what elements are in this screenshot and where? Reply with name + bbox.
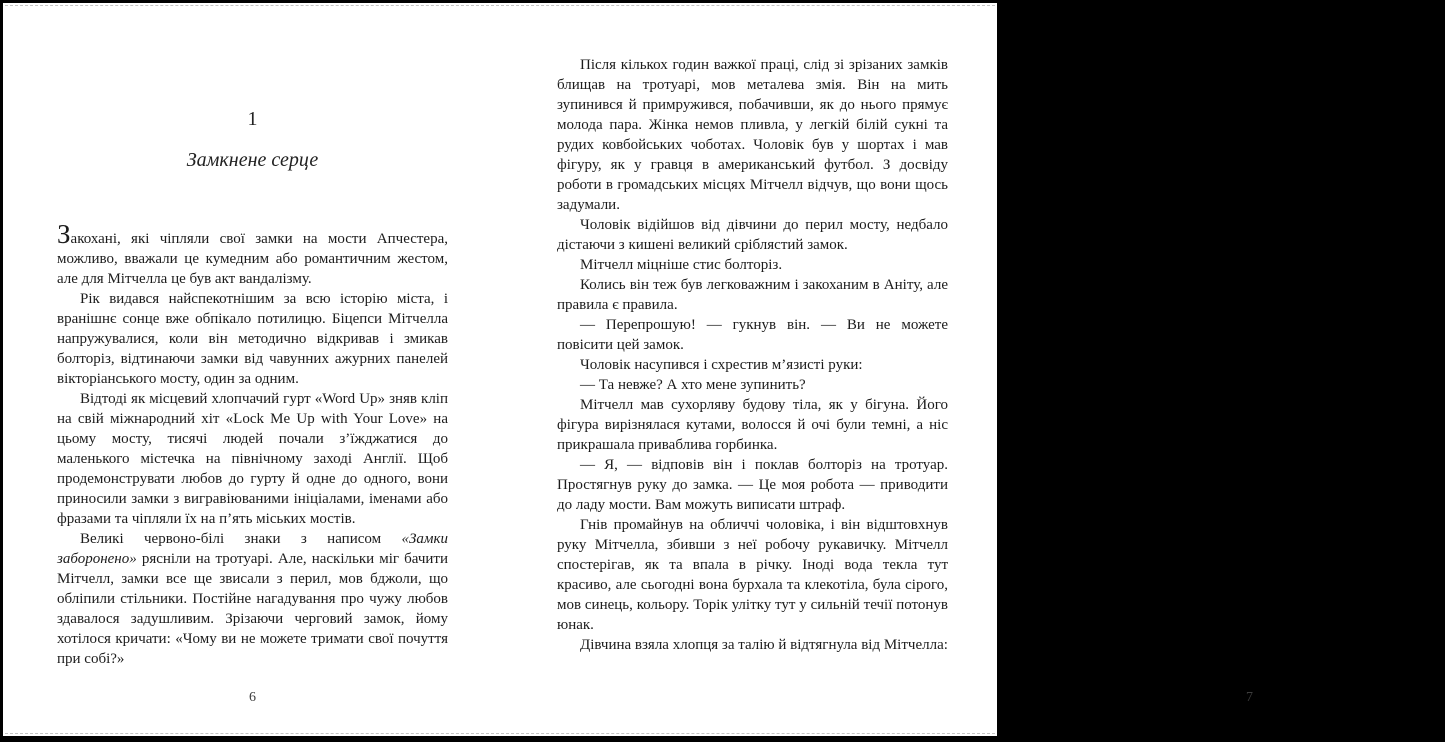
left-page-text-block — [57, 219, 448, 669]
paragraph-signs-italic: «Замки заборонено» — [57, 531, 448, 567]
right-page-text-block — [557, 55, 948, 655]
paragraph: Після кількох годин важкої праці, слід зі зрізаних замків блищав на тротуарі, мов металева змія. Він на мить зупинився й примружився, побачивши, як до нього прямує молода пара. Жінка немов пливла, у легкій білій сукні та рудих ковбойських чоботах. Чоловік був у шортах і мав фігуру, як у гравця в американський футбол. З досвіду роботи в громадських місцях Мітчелл відчув, що вони щось задумали. — [557, 57, 948, 213]
paragraph-dialogue: — Перепрошую! — гукнув він. — Ви не можете повісити цей замок. — [557, 317, 948, 353]
paragraph-opening: Закохані, які чіпляли свої замки на мости Апчестера, можливо, вважали це кумедним або романтичним жестом, але для Мітчелла це був акт вандалізму. — [57, 219, 448, 287]
paragraph: Мітчелл мав сухорляву будову тіла, як у бігуна. Його фігура вирізнялася кутами, волосся й очі були темні, а ніс прикрашала приваблива горбинка. — [557, 397, 948, 453]
paragraph-dialogue: — Та невже? А хто мене зупинить? — [580, 377, 806, 393]
paragraph-signs-before: Великі червоно-білі знаки з написом — [80, 531, 402, 547]
paragraph: Колись він теж був легковажним і закоханим в Аніту, але правила є правила. — [557, 277, 948, 313]
paragraph: Дівчина взяла хлопця за талію й відтягнула від Мітчелла: — [580, 637, 948, 653]
chapter-number: 1 — [247, 108, 258, 130]
paragraph: Рік видався найспекотнішим за всю історію міста, і вранішнє сонце вже обпікало потилицю. Біцепси Мітчелла напружувалися, коли він методично відкривав і змикав болторіз, відтинаючи замки від чавунних ажурних панелей вікторіанського мосту, один за одним. — [57, 291, 448, 387]
page-right — [500, 3, 1253, 736]
paragraph: Мітчелл міцніше стис болторіз. — [580, 257, 783, 273]
paragraph-dialogue: — Я, — відповів він і поклав болторіз на тротуар. Простягнув руку до замка. — Це моя робота — приводити до ладу мости. Вам можуть виписати штраф. — [557, 457, 948, 513]
page-number-right: 7 — [1246, 690, 1253, 705]
paragraph-signs-after: рясніли на тротуарі. Але, наскільки міг бачити Мітчелл, замки все ще звисали з перил, мов бджоли, що обліпили стільники. Постійне нагадування про чужу любов здавалося задушливим. Зрізаючи черговий замок, йому хотілося кричати: «Чому ви не можете тримати свої почуття при собі?» — [57, 551, 448, 667]
paragraph: Чоловік відійшов від дівчини до перил мосту, недбало дістаючи з кишені великий сріблястий замок. — [557, 217, 948, 253]
paragraph: Чоловік насупився і схрестив м’язисті руки: — [580, 357, 863, 373]
paragraph: Гнів промайнув на обличчі чоловіка, і він відштовхнув руку Мітчелла, збивши з неї робочу рукавичку. Мітчелл спостерігав, як та впала в річку. Іноді вода текла тут красиво, але сьогодні вона бурхала та клекотіла, була сірого, мов синець, кольору. Торік улітку тут у сильній течії потонув юнак. — [557, 517, 948, 633]
chapter-title: Замкнене серце — [186, 149, 319, 171]
page-left — [3, 3, 500, 736]
paragraph-signs — [57, 529, 448, 669]
page-number-left: 6 — [249, 690, 256, 705]
paragraph: Відтоді як місцевий хлопчачий гурт «Word Up» зняв кліп на свій міжнародний хіт «Lock Me Up with Your Love» на цьому мосту, тисячі людей почали з’їжджатися до маленького містечка на північному заході Англії. Щоб продемонструвати любов до гурту й одне до одного, вони приносили замки з вигравіюваними ініціалами, іменами або фразами та чіпляли їх на п’ять міських мостів. — [57, 391, 448, 527]
